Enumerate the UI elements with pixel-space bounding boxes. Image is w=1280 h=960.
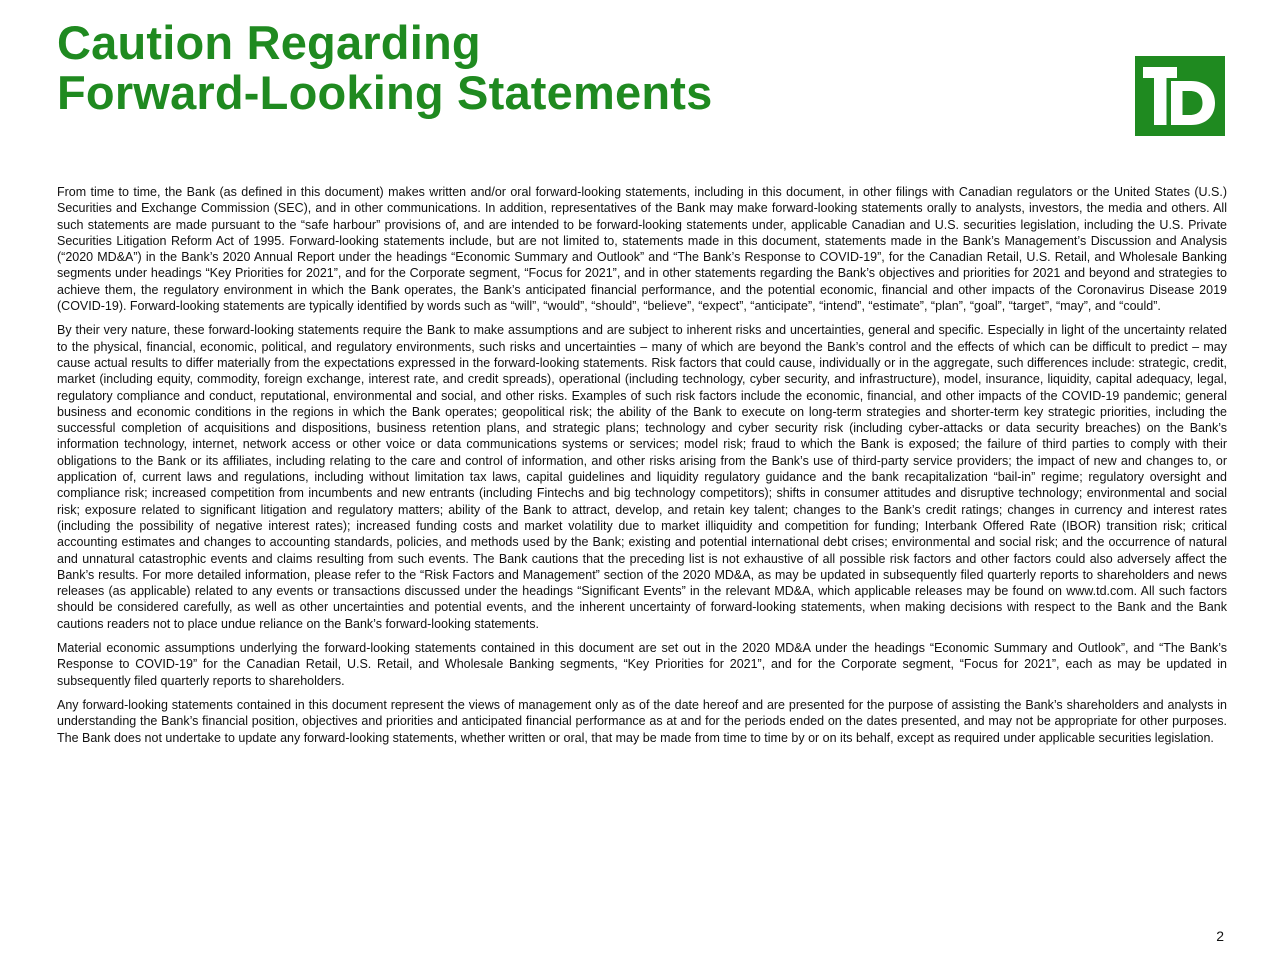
page-number: 2 xyxy=(1216,928,1224,944)
paragraph-risk-factors: By their very nature, these forward-looking statements require the Bank to make assumptions and are subject to inherent risks and uncertainties, general and specific. Especially in light of the uncertainty related to the physical, financial, economic, political, and regulatory environments, such risks and uncertainties – many of which are beyond the Bank’s control and the effects of which can be difficult to predict – may cause actual results to differ materially from the expectations expressed in the forward-looking statements. Risk factors that could cause, individually or in the aggregate, such differences include: strategic, credit, market (including equity, commodity, foreign exchange, interest rate, and credit spreads), operational (including technology, cyber security, and infrastructure), model, insurance, liquidity, capital adequacy, legal, regulatory compliance and conduct, reputational, environmental and social, and other risks. Examples of such risk factors include the economic, financial, and other impacts of the COVID-19 pandemic; general business and economic conditions in the regions in which the Bank operates; geopolitical risk; the ability of the Bank to execute on long-term strategies and shorter-term key strategic priorities, including the successful completion of acquisitions and dispositions, business retention plans, and strategic plans; technology and cyber security risk (including cyber-attacks or data security breaches) on the Bank’s information technology, internet, network access or other voice or data communications systems or services; model risk; fraud to which the Bank is exposed; the failure of third parties to comply with their obligations to the Bank or its affiliates, including relating to the care and control of information, and other risks arising from the Bank’s use of third-party service providers; the impact of new and changes to, or application of, current laws and regulations, including without limitation tax laws, capital guidelines and liquidity regulatory guidance and the bank recapitalization “bail-in” regime; regulatory oversight and compliance risk; increased competition from incumbents and new entrants (including Fintechs and big technology competitors); shifts in consumer attitudes and disruptive technology; environmental and social risk; exposure related to significant litigation and regulatory matters; ability of the Bank to attract, develop, and retain key talent; changes to the Bank’s credit ratings; changes in currency and interest rates (including the possibility of negative interest rates); increased funding costs and market volatility due to market illiquidity and competition for funding; Interbank Offered Rate (IBOR) transition risk; critical accounting estimates and changes to accounting standards, policies, and methods used by the Bank; existing and potential international debt crises; environmental and social risk; and the occurrence of natural and unnatural catastrophic events and claims resulting from such events. The Bank cautions that the preceding list is not exhaustive of all possible risk factors and other factors could also adversely affect the Bank’s results. For more detailed information, please refer to the “Risk Factors and Management” section of the 2020 MD&A, as may be updated in subsequently filed quarterly reports to shareholders and news releases (as applicable) related to any events or transactions discussed under the headings “Significant Events” in the relevant MD&A, which applicable releases may be found on www.td.com. All such factors should be considered carefully, as well as other uncertainties and potential events, and the inherent uncertainty of forward-looking statements, when making decisions with respect to the Bank and the Bank cautions readers not to place undue reliance on the Bank’s forward-looking statements. xyxy=(57,323,1227,631)
td-logo-glyph xyxy=(1143,67,1217,125)
page-title-line-2: Forward-Looking Statements xyxy=(57,66,713,119)
td-bank-logo-icon xyxy=(1135,56,1225,136)
page-title-line-1: Caution Regarding xyxy=(57,16,481,69)
page-title xyxy=(57,18,712,118)
paragraph-material-assumptions: Material economic assumptions underlying the forward-looking statements contained in this document are set out in the 2020 MD&A under the headings “Economic Summary and Outlook”, and “The Bank’s Response to COVID-19” for the Canadian Retail, U.S. Retail, and Wholesale Banking segments, “Key Priorities for 2021”, and for the Corporate segment, “Focus for 2021”, each as may be updated in subsequently filed quarterly reports to shareholders. xyxy=(57,641,1227,688)
paragraph-views-of-management: Any forward-looking statements contained in this document represent the views of management only as of the date hereof and are presented for the purpose of assisting the Bank’s shareholders and analysts in understanding the Bank’s financial position, objectives and priorities and anticipated financial performance as at and for the periods ended on the dates presented, and may not be appropriate for other purposes. The Bank does not undertake to update any forward-looking statements, whether written or oral, that may be made from time to time by or on its behalf, except as required under applicable securities legislation. xyxy=(57,697,1227,745)
paragraph-intro: From time to time, the Bank (as defined in this document) makes written and/or oral forward-looking statements, including in this document, in other filings with Canadian regulators or the United States (U.S.) Securities and Exchange Commission (SEC), and in other communications. In addition, representatives of the Bank may make forward-looking statements orally to analysts, investors, the media and others. All such statements are made pursuant to the “safe harbour” provisions of, and are intended to be forward-looking statements under, applicable Canadian and U.S. securities legislation, including the U.S. Private Securities Litigation Reform Act of 1995. Forward-looking statements include, but are not limited to, statements made in this document, statements made in the Bank’s Management’s Discussion and Analysis (“2020 MD&A”) in the Bank’s 2020 Annual Report under the headings “Economic Summary and Outlook” and “The Bank’s Response to COVID-19”, for the Canadian Retail, U.S. Retail, and Wholesale Banking segments under headings “Key Priorities for 2021”, and for the Corporate segment, “Focus for 2021”, and in other statements regarding the Bank’s objectives and priorities for 2021 and beyond and strategies to achieve them, the regulatory environment in which the Bank operates, the Bank’s anticipated financial performance, and the potential economic, financial and other impacts of the Coronavirus Disease 2019 (COVID-19). Forward-looking statements are typically identified by words such as “will”, “would”, “should”, “believe”, “expect”, “anticipate”, “intend”, “estimate”, “plan”, “goal”, “target”, “may”, and “could”. xyxy=(57,185,1227,314)
disclaimer-body xyxy=(57,184,1227,754)
